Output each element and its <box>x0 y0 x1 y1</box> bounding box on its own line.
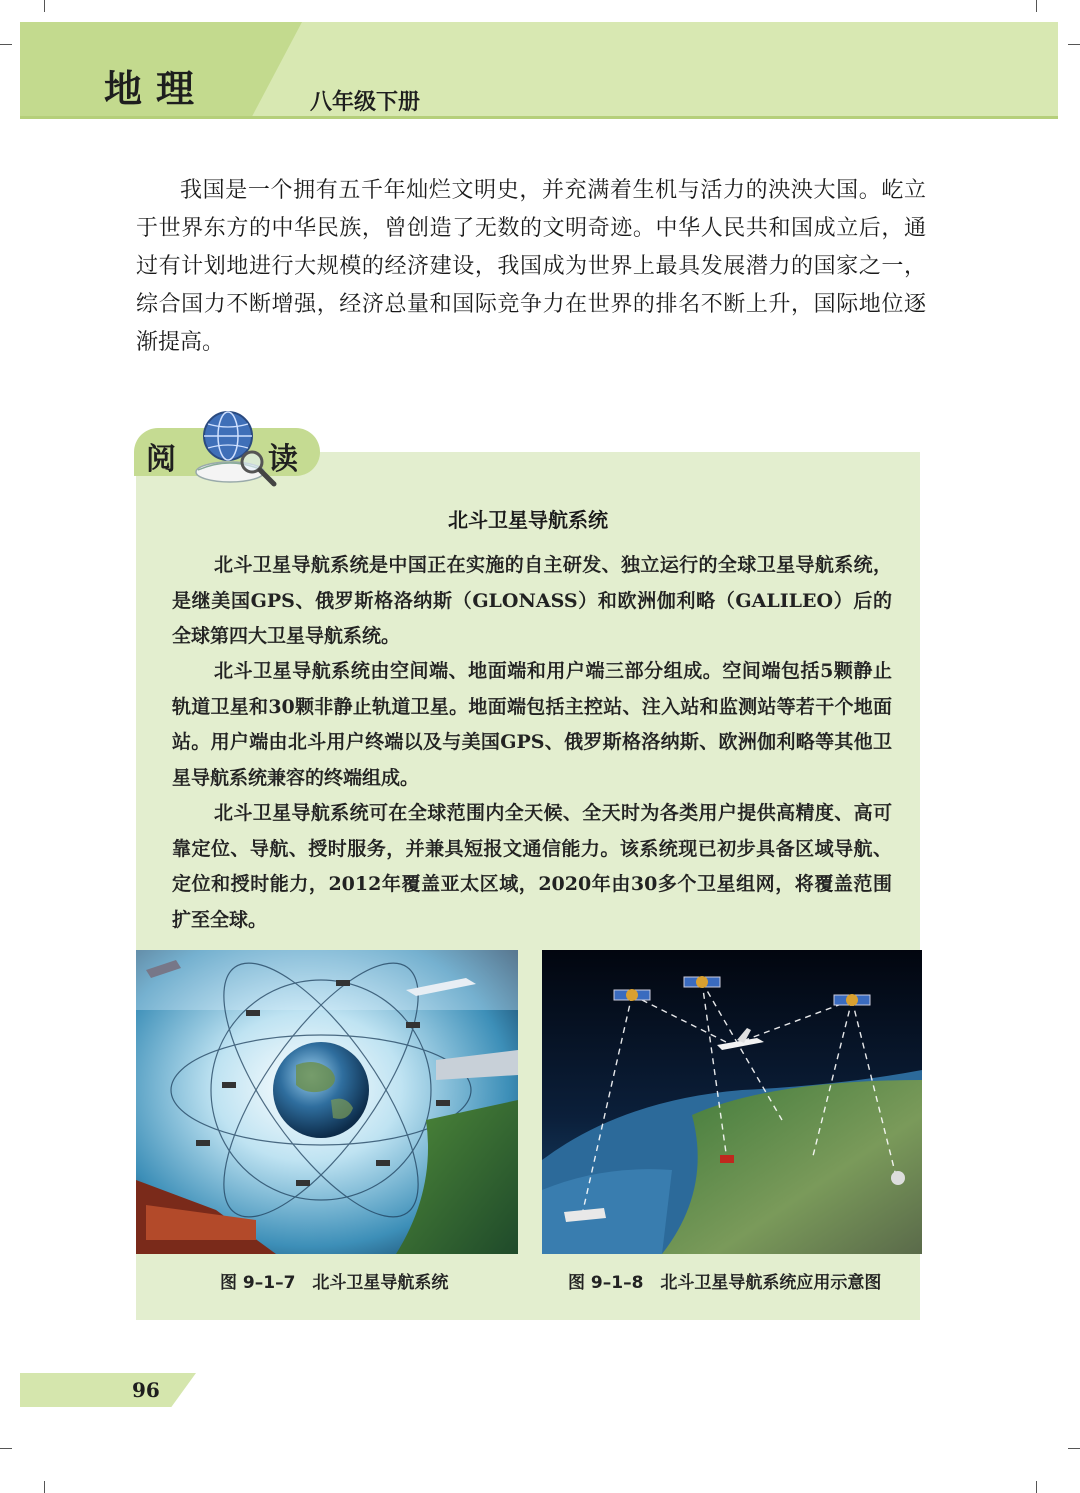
crop-mark <box>44 0 45 12</box>
crop-mark <box>1036 1481 1037 1493</box>
book-magnifier-icon <box>184 398 280 494</box>
reading-paragraph-3: 北斗卫星导航系统可在全球范围内全天候、全天时为各类用户提供高精度、高可靠定位、导航、授时服务，并兼具短报文通信能力。该系统现已初步具备区域导航、定位和授时能力，2012年覆盖亚太区域，2020年由30多个卫星组网，将覆盖范围扩至全球。 <box>172 802 892 931</box>
reading-title: 北斗卫星导航系统 <box>448 508 608 532</box>
reading-paragraph-1: 北斗卫星导航系统是中国正在实施的自主研发、独立运行的全球卫星导航系统，是继美国GPS、俄罗斯格洛纳斯（GLONASS）和欧洲伽利略（GALILEO）后的全球第四大卫星导航系统。 <box>172 554 892 647</box>
crop-mark <box>44 1481 45 1493</box>
page-number: 96 <box>132 1378 160 1402</box>
crop-mark <box>0 44 12 45</box>
reading-paragraph-2: 北斗卫星导航系统由空间端、地面端和用户端三部分组成。空间端包括5颗静止轨道卫星和30颗非静止轨道卫星。地面端包括主控站、注入站和监测站等若干个地面站。用户端由北斗用户终端以及与美国GPS、俄罗斯格洛纳斯、欧洲伽利略等其他卫星导航系统兼容的终端组成。 <box>172 660 892 789</box>
reading-badge-right: 读 <box>268 442 298 477</box>
figure-beidou-application <box>542 950 922 1254</box>
figure-2-caption: 图 9–1–8 北斗卫星导航系统应用示意图 <box>568 1273 882 1293</box>
footer-band <box>20 1373 196 1407</box>
crop-mark <box>1036 0 1037 12</box>
figure-1-caption: 图 9–1–7 北斗卫星导航系统 <box>220 1273 449 1293</box>
header-underline <box>20 116 1058 119</box>
grade-label: 八年级下册 <box>310 90 421 115</box>
crop-mark <box>1068 44 1080 45</box>
intro-paragraph: 我国是一个拥有五千年灿烂文明史，并充满着生机与活力的泱泱大国。屹立于世界东方的中华民族，曾创造了无数的文明奇迹。中华人民共和国成立后，通过有计划地进行大规模的经济建设，我国成为世界上最具发展潜力的国家之一，综合国力不断增强，经济总量和国际竞争力在世界的排名不断上升，国际地位逐渐提高。 <box>136 178 926 355</box>
crop-mark <box>1068 1448 1080 1449</box>
crop-mark <box>0 1448 12 1449</box>
reading-badge-left: 阅 <box>146 442 176 477</box>
subject-title: 地理 <box>104 67 209 111</box>
figure-beidou-system <box>136 950 518 1254</box>
